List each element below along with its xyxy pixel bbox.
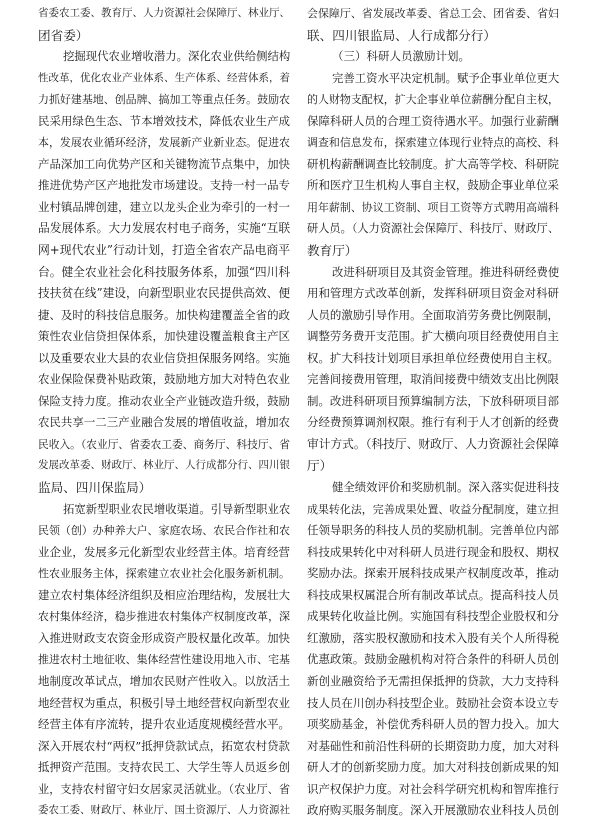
text-line: 力抓好建基地、创品牌、搞加工等重点任务。鼓励农 [38,93,290,107]
text-line: 抵押资产范围。支持农民工、大学生等人员返乡创 [38,760,290,775]
text-line: 策性农业信贷担保体系，加快建设覆盖粮食主产区 [38,329,290,344]
text-line: 厅） [307,458,333,474]
text-line: 经营主体有序流转，提升农业适度规模经营水平。 [38,717,290,732]
text-line: 农民共享一二三产业融合发展的增值收益，增加农 [38,415,290,430]
text-line: 研人员。（人力资源社会保障厅、科技厅、财政厅、 [307,222,560,236]
text-line: 深入开展农村“两权”抵押贷款试点，拓宽农村贷款 [38,738,290,753]
text-line: 民领（创）办种养大户、家庭农场、农民合作社和农 [38,524,290,538]
text-line: 新创业融资给予无需担保抵押的贷款，大力支持科 [307,673,559,688]
text-line: 调整劳务费开支范围。扩大横向项目经费使用自主 [307,329,559,344]
text-line: 所和医疗卫生机构人事自主权，鼓励企事业单位采 [307,178,559,193]
section-heading: （三）科研人员激励计划。 [332,49,470,64]
text-line: 建立农村集体经济组织及相应治理结构，发展壮大 [38,587,290,602]
text-line: 调查和信息发布，探索建立体现行业特点的高校、科 [307,136,559,150]
text-line: 省委农工委、教育厅、人力资源社会保障厅、林业厅、 [38,7,290,19]
text-line: 技人员在川创办科技型企业。鼓励社会资本设立专 [307,695,559,710]
text-line: 发展改革委、财政厅、林业厅、人行成都分行、四川银 [38,459,290,472]
text-line: 成果转化法，完善成果处置、收益分配制度，建立担 [307,502,559,516]
text-line: 民采用绿色生态、节本增效技术，降低农业生产成 [38,113,290,128]
text-line: 教育厅） [307,243,358,259]
text-line: 会保障厅、省发展改革委、省总工会、团省委、省妇 [307,7,559,20]
text-line: 政府购买服务制度。深入开展激励农业科技人员创 [307,803,559,818]
text-line: 保障科研人员的合理工资待遇水平。加强行业薪酬 [307,113,559,128]
text-line: 研机构薪酬调查比较制度。扩大高等学校、科研院 [307,156,559,171]
paragraph-first-line: 健全绩效评价和奖励机制。深入落实促进科技 [332,480,560,495]
text-line: 成果转化收益比例。实施国有科技型企业股权和分 [307,609,559,624]
paragraph-first-line: 改进科研项目及其资金管理。推进科研经费使 [332,264,560,279]
text-line: 奖励办法。探索开展科技成果产权制度改革，推动 [307,566,559,581]
right-text-column [307,3,559,822]
text-line: 人员的激励引导作用。全面取消劳务费比例限制， [307,307,559,322]
text-line: 研人才的创新奖励力度。加大对科技创新成果的知 [307,760,559,775]
text-line: 分经费预算调剂权限。推行有利于人才创新的经费 [307,415,559,430]
text-line: 团省委） [38,27,89,43]
text-line: 性农业服务主体，探索建立农业社会化服务新机制。 [38,567,290,581]
text-line: 委农工委、财政厅、林业厅、国土资源厅、人力资源社 [38,804,290,817]
text-line: 红激励，落实股权激励和技术入股有关个人所得税 [307,630,559,645]
paragraph-first-line: 挖掘现代农业增收潜力。深化农业供给侧结构 [63,49,291,64]
text-line: 科技成果转化中对科研人员进行现金和股权、期权 [307,544,559,559]
text-line: 权。扩大科技计划项目承担单位经费使用自主权。 [307,350,559,365]
text-line: 技扶贫在线”建设，向新型职业农民提供高效、便 [38,286,291,301]
text-line: 优惠政策。鼓励金融机构对符合条件的科研人员创 [307,652,559,667]
text-line: 推进优势产区产地批发市场建设。支持一村一品专 [38,178,290,193]
text-line: 项奖励基金，补偿优秀科研人员的智力投入。加大 [307,717,559,732]
paragraph-first-line: 拓宽新型职业农民增收渠道。引导新型职业农 [63,501,291,516]
left-text-column [38,3,290,822]
text-line: 对基础性和前沿性科研的长期资助力度，加大对科 [307,738,559,753]
text-line: 地经营权为重点，积极引导土地经营权向新型农业 [38,695,290,710]
text-line: 农业保险保费补贴政策，鼓励地方加大对特色农业 [38,372,290,387]
text-line: 推进农村土地征收、集体经营性建设用地入市、宅基 [38,653,290,667]
text-line: 识产权保护力度。对社会科学研究机构和智库推行 [307,781,559,796]
text-line: 科技成果权属混合所有制改革试点。提高科技人员 [307,587,559,602]
paragraph-first-line: 完善工资水平决定机制。赋予企事业单位更大 [332,70,560,85]
text-line: 联、四川银监局、人行成都分行） [307,27,496,43]
text-line: 以及重要农业大县的农业信贷担保服务网络。实施 [38,350,290,365]
text-line: 监局、四川保监局） [38,480,152,496]
text-line: 的人财物支配权，扩大企事业单位薪酬分配自主权， [307,93,559,107]
text-line: 用和管理方式改革创新，发挥科研项目资金对科研 [307,286,559,301]
text-line: 地制度改革试点，增加农民财产性收入。以放活土 [38,673,290,688]
text-line: 业村镇品牌创建，建立以龙头企业为牵引的一村一 [38,199,290,214]
text-line: 任领导职务的科技人员的奖励机制。完善单位内部 [307,523,559,538]
text-line: 完善间接费用管理，取消间接费中绩效支出比例限 [307,372,559,387]
text-line: 民收入。（农业厅、省委农工委、商务厅、科技厅、省 [38,437,290,451]
text-line: 用年薪制、协议工资制、项目工资等方式聘用高端科 [307,200,559,214]
text-line: 网+现代农业”行动计划，打造全省农产品电商平 [38,243,290,258]
text-line: 品发展体系。大力发展农村电子商务，实施“互联 [38,221,291,236]
text-line: 产品深加工向优势产区和关键物流节点集中，加快 [38,156,290,171]
text-line: 本，发展农业循环经济，发展新产业新业态。促进农 [38,136,290,150]
text-line: 性改革，优化农业产业体系、生产体系、经营体系，着 [38,71,290,84]
text-line: 台。健全农业社会化科技服务体系，加强“四川科 [38,264,291,279]
text-line: 农村集体经济，稳步推进农村集体产权制度改革，深 [38,610,290,624]
text-line: 审计方式。（科技厅、财政厅、人力资源社会保障 [307,436,559,451]
text-line: 保险支持力度。推动农业全产业链改造升级，鼓励 [38,393,290,408]
text-line: 入推进财政支农资金形成资产股权量化改革。加快 [38,630,290,645]
text-line: 业，支持农村留守妇女居家灵活就业。（农业厅、省 [38,782,291,796]
text-line: 捷、及时的科技信息服务。加快构建覆盖全省的政 [38,307,290,322]
text-line: 制。改进科研项目预算编制方法，下放科研项目部 [307,393,559,408]
text-line: 业企业，发展多元化新型农业经营主体。培育经营 [38,544,290,559]
